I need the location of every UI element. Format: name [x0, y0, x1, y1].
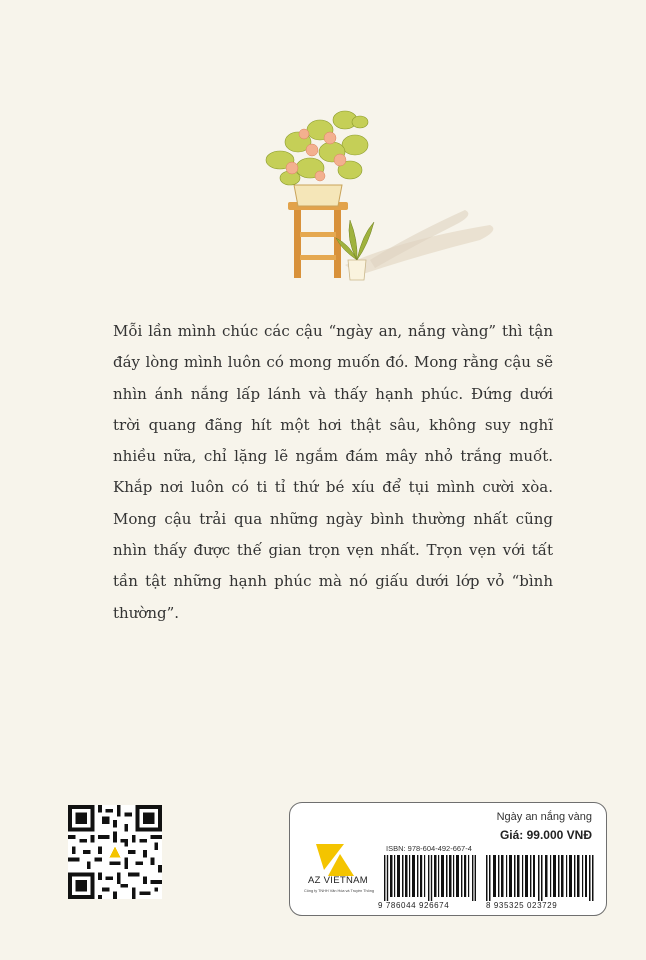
flower-pot-illustration: [250, 90, 510, 290]
isbn-digits: 9 786044 926674: [378, 901, 450, 910]
product-barcode: [486, 855, 594, 901]
barcode-digits: 8 935325 023729: [486, 901, 558, 910]
blurb-text: Mỗi lần mình chúc các cậu “ngày an, nắng vàng” thì tận đáy lòng mình luôn có mong muốn đó. Mong rằng cậu sẽ nhìn ánh nắng lấp lánh và thấy hạnh phúc. Đứng dưới trời quang đãng hít một hơi thật sâu, không suy nghĩ nhiều nữa, chỉ lặng lẽ ngắm đám mây nhỏ trắng muốt. Khắp nơi luôn có ti tỉ thứ bé xíu để tụi mình cười xòa. Mong cậu trải qua những ngày bình thường nhất cũng nhìn thấy được thế gian trọn vẹn nhất. Trọn vẹn với tất tần tật những hạnh phúc mà nó giấu dưới lớp vỏ “bình thường”.: [113, 322, 553, 622]
isbn-barcode: [384, 855, 476, 901]
isbn-label: ISBN: 978-604-492-667-4: [386, 844, 472, 853]
publisher-name: AZ VIETNAM: [307, 875, 368, 886]
qr-code[interactable]: [68, 805, 162, 899]
book-title: Ngày an nắng vàng: [496, 811, 592, 823]
publisher-company: Công ty TNHH Văn Hóa và Truyền Thông: [304, 889, 374, 893]
price-label: Giá: 99.000 VNĐ: [499, 828, 592, 842]
price-barcode-panel: [289, 802, 607, 916]
